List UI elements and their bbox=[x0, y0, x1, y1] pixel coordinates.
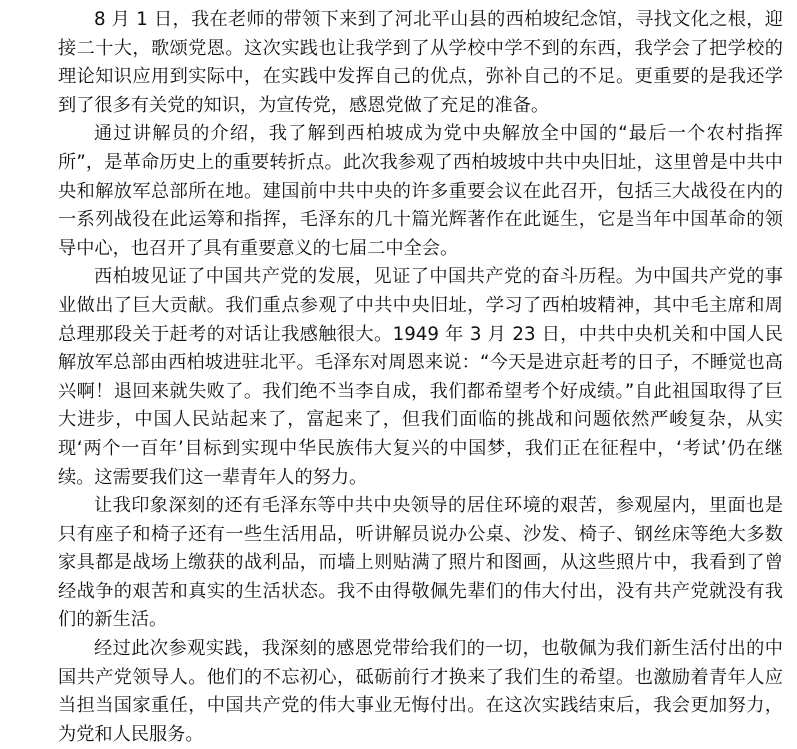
paragraph-4: 让我印象深刻的还有毛泽东等中共中央领导的居住环境的艰苦，参观屋内，里面也是只有座子和椅子还有一些生活用品，听讲解员说办公桌、沙发、椅子、钢丝床等绝大多数家具都是战场上缴获的战利品，而墙上则贴满了照片和图画，从这些照片中，我看到了曾经战争的艰苦和真实的生活状态。我不由得敬佩先辈们的伟大付出，没有共产党就没有我们的新生活。 bbox=[58, 495, 783, 631]
paragraph-1: 8 月 1 日，我在老师的带领下来到了河北平山县的西柏坡纪念馆，寻找文化之根，迎接二十大，歌颂党恩。这次实践也让我学到了从学校中学不到的东西，我学会了把学校的理论知识应用到实际中，在实践中发挥自己的优点，弥补自己的不足。更重要的是我还学到了很多有关党的知识，为宣传党，感恩党做了充足的准备。 bbox=[58, 9, 783, 116]
paragraph-5: 经过此次参观实践，我深刻的感恩党带给我们的一切，也敬佩为我们新生活付出的中国共产党领导人。他们的不忘初心，砥砺前行才换来了我们生的希望。也激励着青年人应当担当国家重任，中国共产党的伟大事业无悔付出。在这次实践结束后，我会更加努力，为党和人民服务。 bbox=[58, 638, 783, 745]
paragraph-3: 西柏坡见证了中国共产党的发展，见证了中国共产党的奋斗历程。为中国共产党的事业做出了巨大贡献。我们重点参观了中共中央旧址，学习了西柏坡精神，其中毛主席和周总理那段关于赶考的对话让我感触很大。1949 年 3 月 23 日，中共中央机关和中国人民解放军总部由西柏坡进驻北平。毛泽东对周恩来说：“今天是进京赶考的日子，不睡觉也高兴啊！退回来就失败了。我们绝不当李自成，我们都希望考个好成绩。”自此祖国取得了巨大进步，中国人民站起来了，富起来了，但我们面临的挑战和问题依然严峻复杂，从实现‘两个一百年’目标到实现中华民族伟大复兴的中国梦，我们正在征程中，‘考试’仍在继续。这需要我们这一辈青年人的努力。 bbox=[58, 266, 783, 488]
paragraph-2: 通过讲解员的介绍，我了解到西柏坡成为党中央解放全中国的“最后一个农村指挥所”，是革命历史上的重要转折点。此次我参观了西柏坡坡中共中央旧址，这里曾是中共中央和解放军总部所在地。建国前中共中央的许多重要会议在此召开，包括三大战役在内的一系列战役在此运筹和指挥，毛泽东的几十篇光辉著作在此诞生，它是当年中国革命的领导中心，也召开了具有重要意义的七届二中全会。 bbox=[58, 123, 783, 259]
